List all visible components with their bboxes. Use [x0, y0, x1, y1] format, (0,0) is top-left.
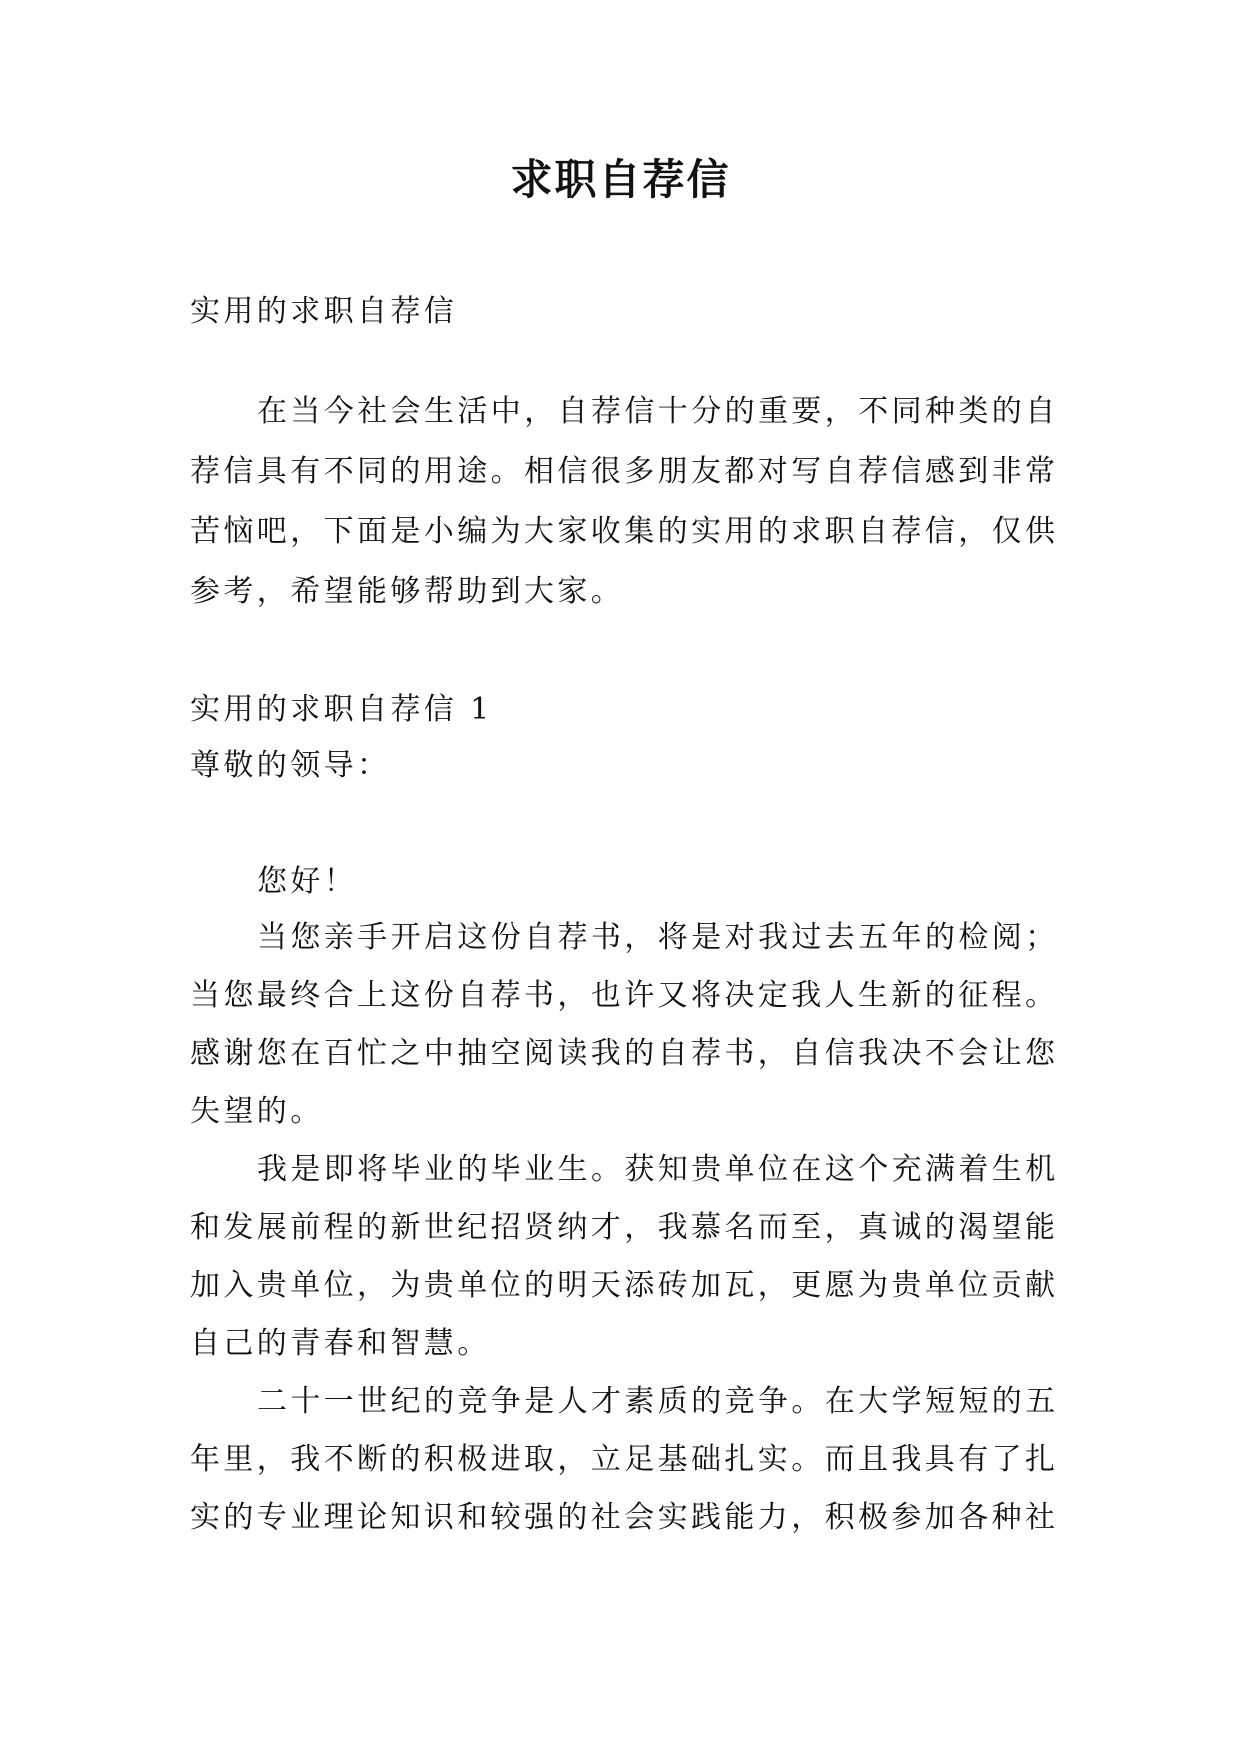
body-line: 失望的。	[190, 1094, 324, 1129]
intro-line: 苦恼吧，下面是小编为大家收集的实用的求职自荐信，仅供	[190, 514, 1059, 549]
body-line: 我是即将毕业的毕业生。获知贵单位在这个充满着生机	[257, 1152, 1059, 1187]
greeting: 您好！	[257, 864, 358, 899]
body-line: 加入贵单位，为贵单位的明天添砖加瓦，更愿为贵单位贡献	[190, 1268, 1059, 1303]
salutation: 尊敬的领导：	[190, 748, 391, 783]
body-line: 和发展前程的新世纪招贤纳才，我慕名而至，真诚的渴望能	[190, 1210, 1059, 1245]
intro-line: 参考，希望能够帮助到大家。	[190, 574, 625, 609]
intro-line: 在当今社会生活中，自荐信十分的重要，不同种类的自	[257, 394, 1059, 429]
document-subtitle: 实用的求职自荐信	[190, 294, 458, 329]
body-line: 当您最终合上这份自荐书，也许又将决定我人生新的征程。	[190, 978, 1059, 1013]
body-line: 自己的青春和智慧。	[190, 1326, 491, 1361]
body-line: 感谢您在百忙之中抽空阅读我的自荐书，自信我决不会让您	[190, 1036, 1059, 1071]
intro-line: 荐信具有不同的用途。相信很多朋友都对写自荐信感到非常	[190, 454, 1059, 489]
document-title: 求职自荐信	[510, 155, 731, 204]
body-line: 二十一世纪的竞争是人才素质的竞争。在大学短短的五	[257, 1384, 1059, 1419]
body-line: 实的专业理论知识和较强的社会实践能力，积极参加各种社	[190, 1500, 1059, 1535]
body-line: 年里，我不断的积极进取，立足基础扎实。而且我具有了扎	[190, 1442, 1059, 1477]
section-heading: 实用的求职自荐信 1	[190, 692, 493, 727]
body-line: 当您亲手开启这份自荐书，将是对我过去五年的检阅；	[257, 920, 1059, 955]
